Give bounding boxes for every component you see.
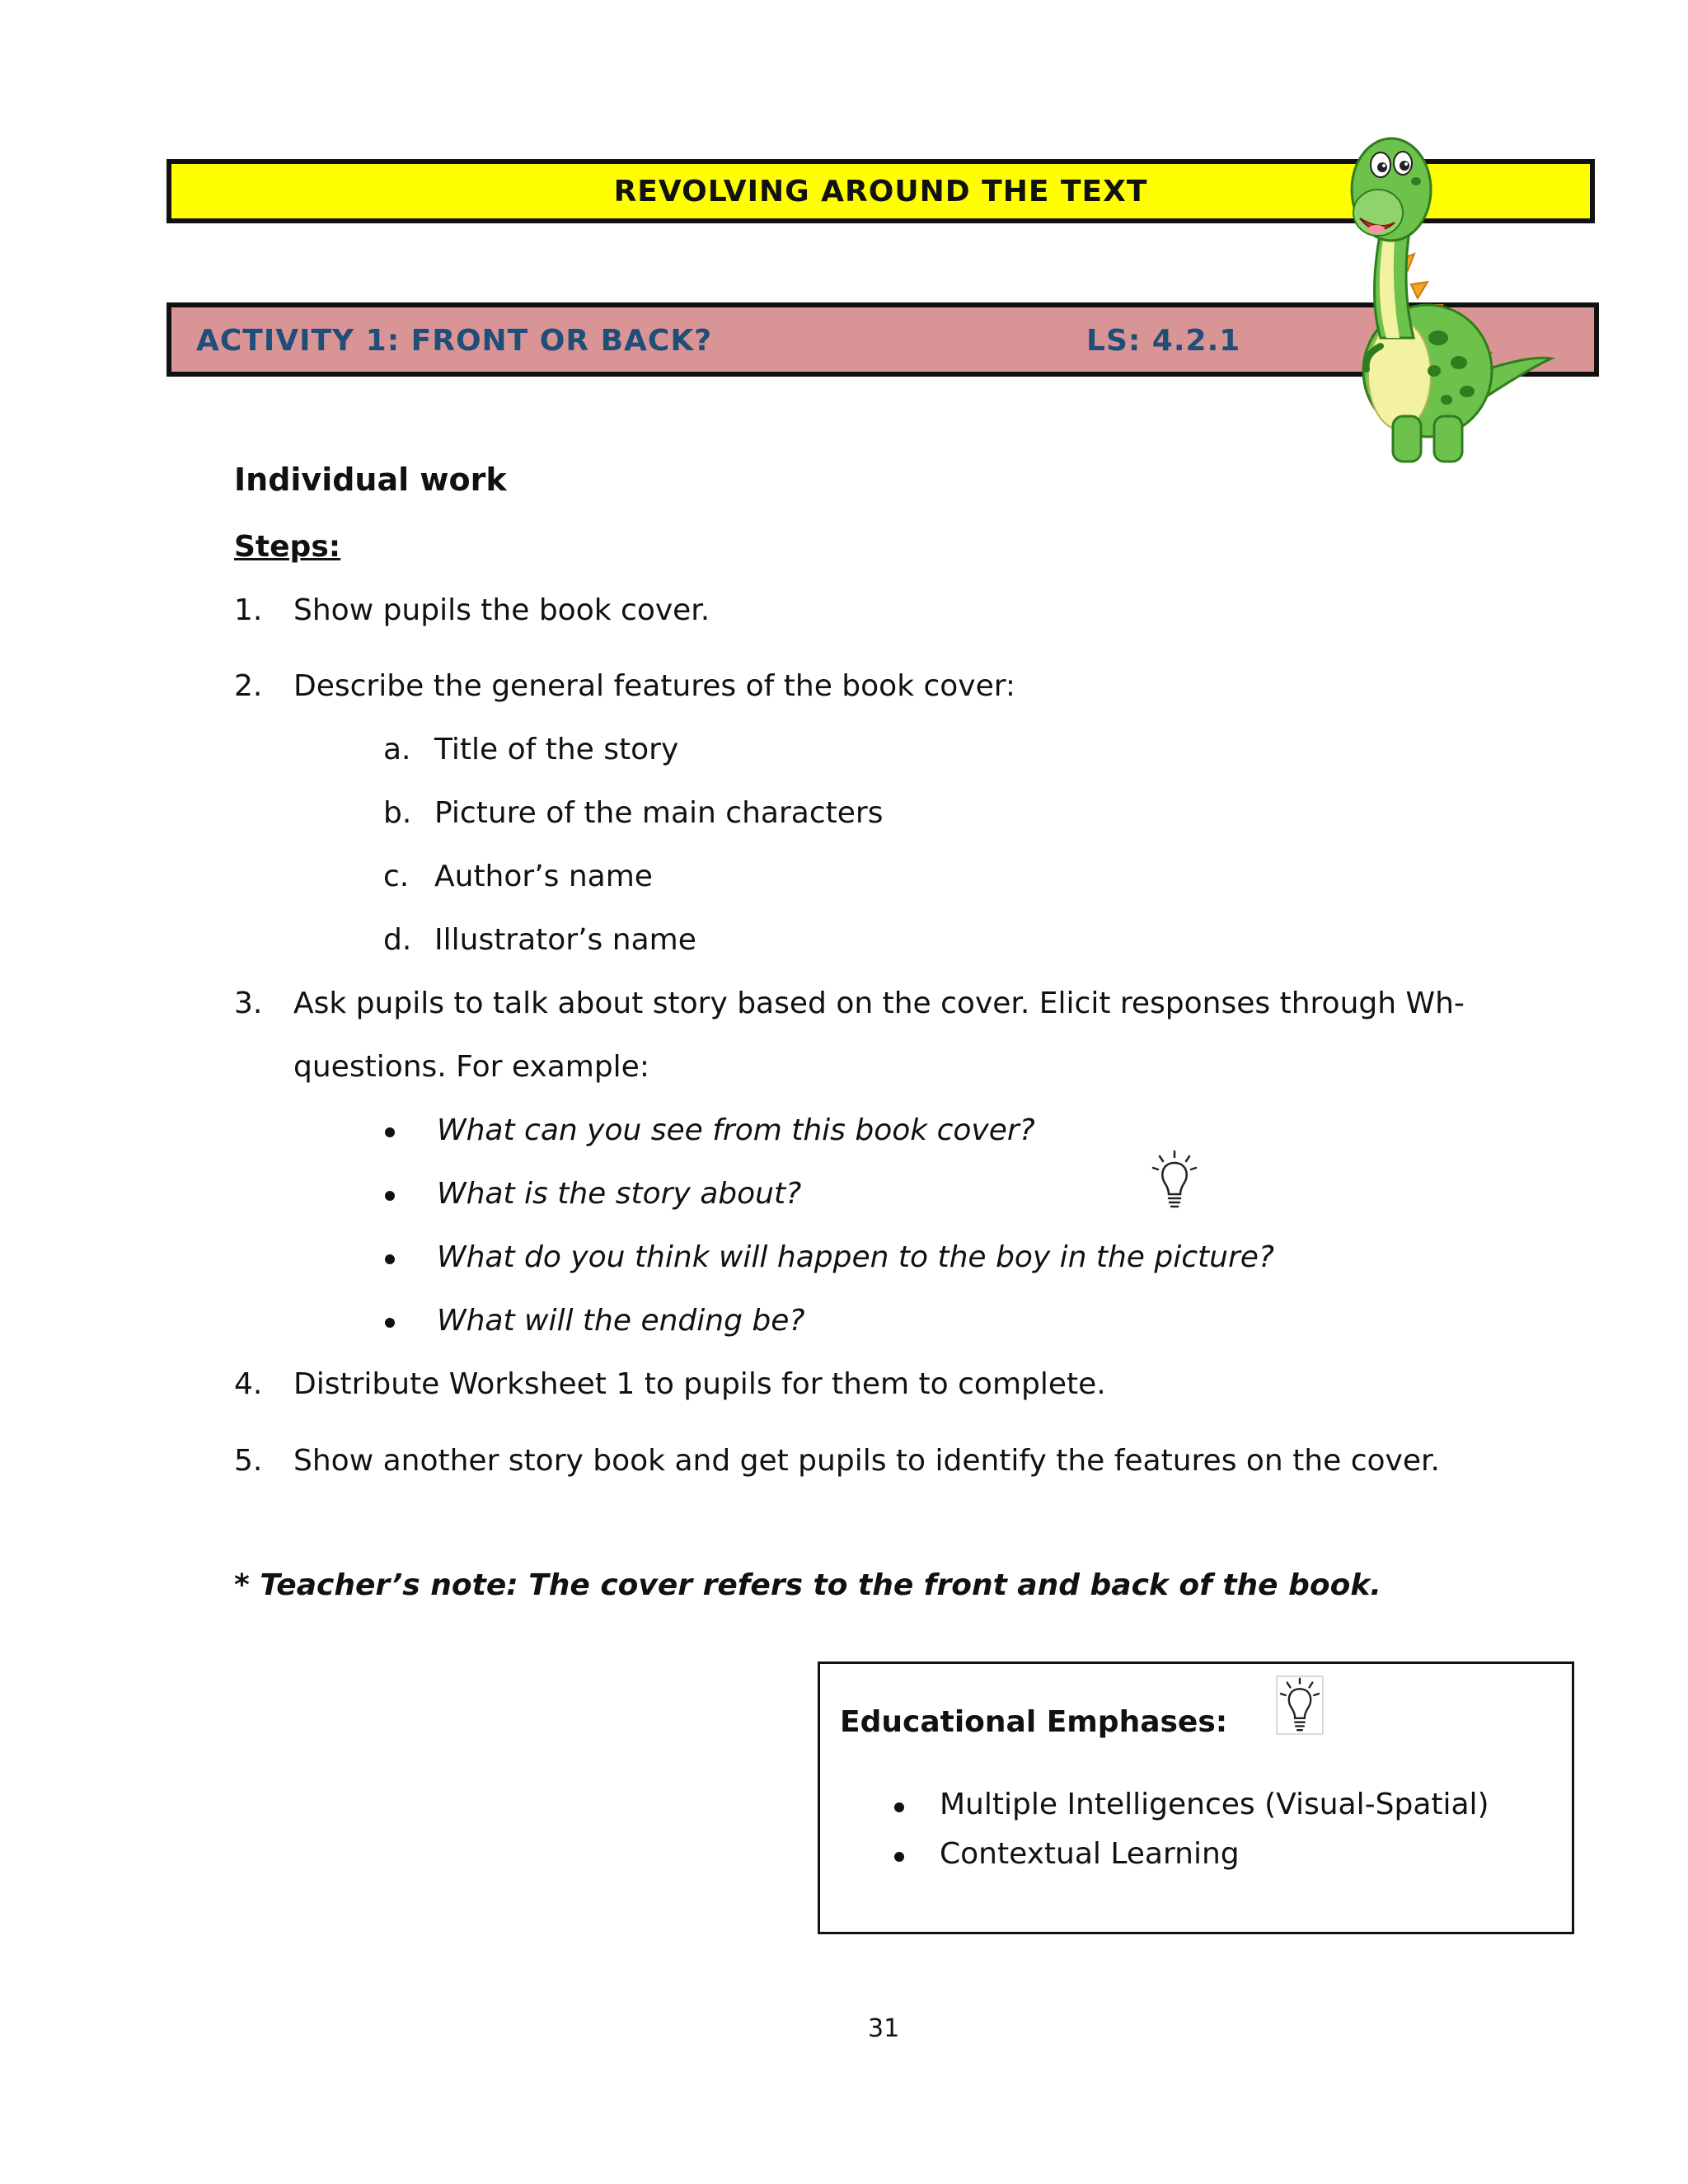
feature-item: Picture of the main characters [434,796,884,830]
step-number: 3. [234,987,263,1020]
page-number: 31 [868,2014,900,2043]
question-item: What will the ending be? [437,1304,805,1338]
feature-letter: b. [383,796,412,830]
emphasis-item: Multiple Intelligences (Visual-Spatial) [940,1788,1489,1821]
step-text: Show another story book and get pupils to identify the features on the cover. [293,1444,1440,1478]
bullet-dot [385,1254,395,1264]
step-number: 4. [234,1367,263,1401]
emphases-title: Educational Emphases: [840,1705,1228,1739]
step-text: Show pupils the book cover. [293,593,710,627]
work-type-heading: Individual work [234,462,507,498]
lightbulb-icon [1150,1150,1199,1212]
bullet-dot [385,1191,395,1201]
step-number: 2. [234,669,263,703]
question-item: What is the story about? [437,1177,802,1211]
question-item: What do you think will happen to the boy in the picture? [437,1240,1275,1274]
steps-heading: Steps: [234,530,341,564]
step-text: Describe the general features of the book cover: [293,669,1016,703]
feature-item: Author’s name [434,860,653,893]
feature-item: Title of the story [434,733,679,766]
bullet-dot [894,1802,904,1812]
feature-letter: a. [383,733,411,766]
feature-item: Illustrator’s name [434,923,696,957]
step-number: 1. [234,593,263,627]
dinosaur-illustration [1335,107,1558,470]
emphasis-item: Contextual Learning [940,1837,1240,1871]
feature-letter: c. [383,860,410,893]
step-text: Distribute Worksheet 1 to pupils for them to complete. [293,1367,1106,1401]
educational-emphases-box [818,1661,1574,1934]
teacher-note: * Teacher’s note: The cover refers to the front and back of the book. [234,1568,1381,1602]
bullet-dot [385,1318,395,1328]
activity-title: ACTIVITY 1: FRONT OR BACK? [196,324,713,358]
bullet-dot [894,1852,904,1862]
question-item: What can you see from this book cover? [437,1113,1035,1147]
banner-title: REVOLVING AROUND THE TEXT [613,174,1148,209]
step-number: 5. [234,1444,263,1478]
learning-standard: LS: 4.2.1 [1086,324,1241,358]
lightbulb-icon [1276,1675,1324,1735]
bullet-dot [385,1127,395,1137]
feature-letter: d. [383,923,412,957]
step-text-continued: questions. For example: [293,1050,649,1084]
step-text: Ask pupils to talk about story based on the cover. Elicit responses through Wh- [293,987,1465,1020]
